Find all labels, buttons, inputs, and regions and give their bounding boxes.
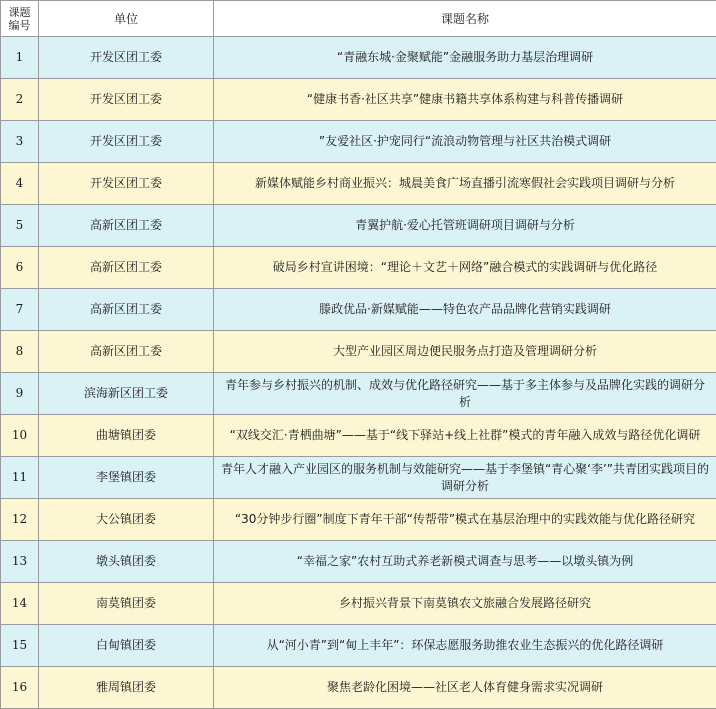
unit-cell: 滨海新区团工委 <box>39 373 214 415</box>
unit-cell: 开发区团工委 <box>39 37 214 79</box>
unit-cell: 曲塘镇团委 <box>39 415 214 457</box>
topic-title-cell: 大型产业园区周边便民服务点打造及管理调研分析 <box>214 331 716 373</box>
topic-number-cell: 8 <box>1 331 39 373</box>
unit-cell: 高新区团工委 <box>39 205 214 247</box>
unit-cell: 高新区团工委 <box>39 331 214 373</box>
header-unit: 单位 <box>39 1 214 37</box>
unit-cell: 开发区团工委 <box>39 163 214 205</box>
topic-title-cell: “双线交汇·青栖曲塘”——基于“线下驿站+线上社群”模式的青年融入成效与路径优化调研 <box>214 415 716 457</box>
unit-cell: 开发区团工委 <box>39 121 214 163</box>
table-row <box>1 163 716 205</box>
topic-number-cell: 7 <box>1 289 39 331</box>
header-topic-number-line2: 编号 <box>9 19 31 32</box>
topic-title-cell: 聚焦老龄化困境——社区老人体育健身需求实况调研 <box>214 667 716 709</box>
table-row <box>1 331 716 373</box>
topic-number-cell: 16 <box>1 667 39 709</box>
table-row <box>1 289 716 331</box>
topic-title-cell: 青年人才融入产业园区的服务机制与效能研究——基于李堡镇“青心聚‘李’”共青团实践项目的调研分析 <box>214 457 716 499</box>
topic-number-cell: 6 <box>1 247 39 289</box>
unit-cell: 雅周镇团委 <box>39 667 214 709</box>
table-row <box>1 121 716 163</box>
table-row <box>1 415 716 457</box>
table-row <box>1 247 716 289</box>
table-row <box>1 625 716 667</box>
topic-title-cell: 乡村振兴背景下南莫镇农文旅融合发展路径研究 <box>214 583 716 625</box>
table-row <box>1 37 716 79</box>
unit-cell: 高新区团工委 <box>39 247 214 289</box>
topic-title-cell: “幸福之家”农村互助式养老新模式调查与思考——以墩头镇为例 <box>214 541 716 583</box>
topic-number-cell: 5 <box>1 205 39 247</box>
topic-title-cell: 青年参与乡村振兴的机制、成效与优化路径研究——基于多主体参与及品牌化实践的调研分析 <box>214 373 716 415</box>
topic-number-cell: 11 <box>1 457 39 499</box>
topic-number-cell: 10 <box>1 415 39 457</box>
topic-title-cell: 青翼护航·爱心托管班调研项目调研与分析 <box>214 205 716 247</box>
table-header <box>1 1 716 37</box>
topic-number-cell: 9 <box>1 373 39 415</box>
topic-number-cell: 15 <box>1 625 39 667</box>
unit-cell: 李堡镇团委 <box>39 457 214 499</box>
topic-title-cell: ”友爱社区·护宠同行“流浪动物管理与社区共治模式调研 <box>214 121 716 163</box>
table-row <box>1 79 716 121</box>
unit-cell: 高新区团工委 <box>39 289 214 331</box>
topic-title-cell: 滕政优品·新媒赋能——特色农产品品牌化营销实践调研 <box>214 289 716 331</box>
unit-cell: 墩头镇团委 <box>39 541 214 583</box>
table-row <box>1 205 716 247</box>
topic-number-cell: 14 <box>1 583 39 625</box>
topic-title-cell: 破局乡村宣讲困境：“理论＋文艺＋网络”融合模式的实践调研与优化路径 <box>214 247 716 289</box>
table-row <box>1 457 716 499</box>
topic-number-cell: 2 <box>1 79 39 121</box>
header-topic-number-line1: 课题 <box>9 6 31 19</box>
topic-title-cell: “健康书香·社区共享”健康书籍共享体系构建与科普传播调研 <box>214 79 716 121</box>
table-row <box>1 499 716 541</box>
unit-cell: 开发区团工委 <box>39 79 214 121</box>
topic-number-cell: 1 <box>1 37 39 79</box>
topic-title-cell: 新媒体赋能乡村商业振兴：城晨美食广场直播引流寒假社会实践项目调研与分析 <box>214 163 716 205</box>
table-row <box>1 583 716 625</box>
topic-title-cell: 从“河小青”到“甸上丰年”：环保志愿服务助推农业生态振兴的优化路径调研 <box>214 625 716 667</box>
topic-title-cell: “30分钟步行圈”制度下青年干部“传帮带”模式在基层治理中的实践效能与优化路径研究 <box>214 499 716 541</box>
header-topic-title: 课题名称 <box>214 1 716 37</box>
topic-number-cell: 12 <box>1 499 39 541</box>
unit-cell: 南莫镇团委 <box>39 583 214 625</box>
topic-title-cell: “青融东城·金聚赋能”金融服务助力基层治理调研 <box>214 37 716 79</box>
topic-number-cell: 4 <box>1 163 39 205</box>
topic-number-cell: 13 <box>1 541 39 583</box>
table-row <box>1 373 716 415</box>
header-topic-number <box>1 1 39 37</box>
table-row <box>1 667 716 709</box>
unit-cell: 白甸镇团委 <box>39 625 214 667</box>
table-row <box>1 541 716 583</box>
unit-cell: 大公镇团委 <box>39 499 214 541</box>
table-body <box>1 37 716 709</box>
topic-number-cell: 3 <box>1 121 39 163</box>
header-row <box>1 1 716 37</box>
